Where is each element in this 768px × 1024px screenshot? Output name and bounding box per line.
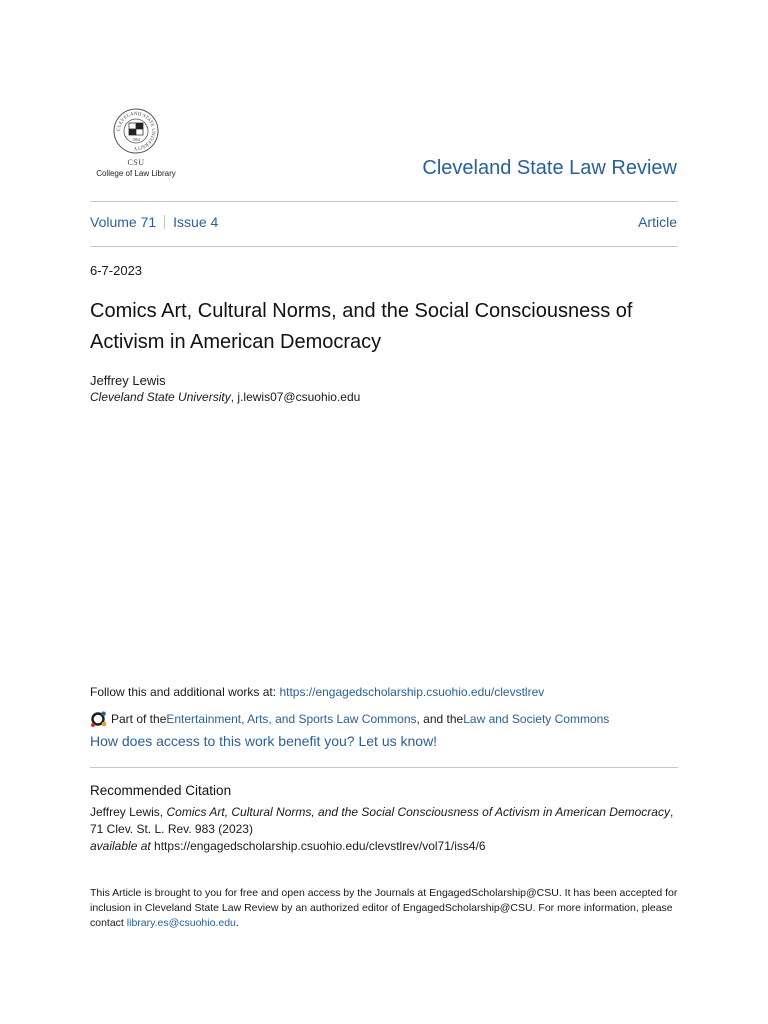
article-title: Comics Art, Cultural Norms, and the Social Consciousness of Activism in American Democracy: [90, 300, 633, 353]
volume-link[interactable]: Volume 71: [90, 214, 157, 230]
issue-link[interactable]: Issue 4: [173, 214, 219, 230]
csu-law-library-logo: [90, 108, 182, 178]
part-of-joiner: , and the: [416, 712, 464, 726]
footer-notice: [90, 886, 680, 931]
divider: [90, 246, 678, 247]
seal-text: CLEVELAND STATE UNIVERSITY: [116, 111, 156, 151]
citation-source: , 71 Clev. St. L. Rev. 983 (2023): [90, 805, 674, 836]
university-seal-icon: [113, 108, 159, 154]
follow-line: [90, 685, 544, 699]
separator: [164, 215, 165, 229]
citation-heading: Recommended Citation: [90, 783, 232, 798]
contact-email-link[interactable]: library.es@csuohio.edu: [126, 917, 236, 929]
repository-link[interactable]: https://engagedscholarship.csuohio.edu/clevstlrev: [279, 685, 545, 699]
journal-title-link[interactable]: Cleveland State Law Review: [422, 157, 677, 179]
part-of-prefix: Part of the: [111, 712, 167, 726]
footer-text: This Article is brought to you for free and open access by the Journals at EngagedScholarship@CSU. It has been accepted for inclusion in Cleveland State Law Review by an authorized editor of EngagedScholarship@CSU. For more information, please contact: [90, 887, 678, 929]
citation-author: Jeffrey Lewis,: [90, 805, 167, 819]
divider: [90, 201, 678, 202]
feedback-link[interactable]: How does access to this work benefit you? Let us know!: [90, 733, 438, 749]
network-commons-icon: [90, 710, 108, 728]
affiliation-name: Cleveland State University: [90, 390, 231, 404]
footer-end: .: [235, 917, 239, 929]
author-affiliation: [90, 390, 360, 404]
commons-link-entertainment[interactable]: Entertainment, Arts, and Sports Law Commons: [166, 712, 417, 726]
citation-url: https://engagedscholarship.csuohio.edu/clevstlrev/vol71/iss4/6: [150, 839, 486, 853]
volume-issue-nav: [90, 214, 218, 230]
author-name: Jeffrey Lewis: [90, 373, 166, 388]
commons-link-law-society[interactable]: Law and Society Commons: [463, 712, 610, 726]
publication-date: 6-7-2023: [90, 263, 143, 278]
part-of-line: [90, 710, 609, 728]
citation-title: Comics Art, Cultural Norms, and the Social Consciousness of Activism in American Democracy: [166, 805, 670, 819]
citation-body: [90, 804, 680, 855]
article-type-link[interactable]: Article: [638, 214, 677, 230]
logo-library-name: College of Law Library: [96, 169, 176, 178]
citation-available-label: available at: [90, 839, 151, 853]
divider: [90, 767, 678, 768]
seal-year: 1964: [132, 137, 140, 142]
logo-abbrev: CSU: [127, 158, 145, 167]
author-email: , j.lewis07@csuohio.edu: [230, 390, 361, 404]
follow-prefix: Follow this and additional works at:: [90, 685, 280, 699]
